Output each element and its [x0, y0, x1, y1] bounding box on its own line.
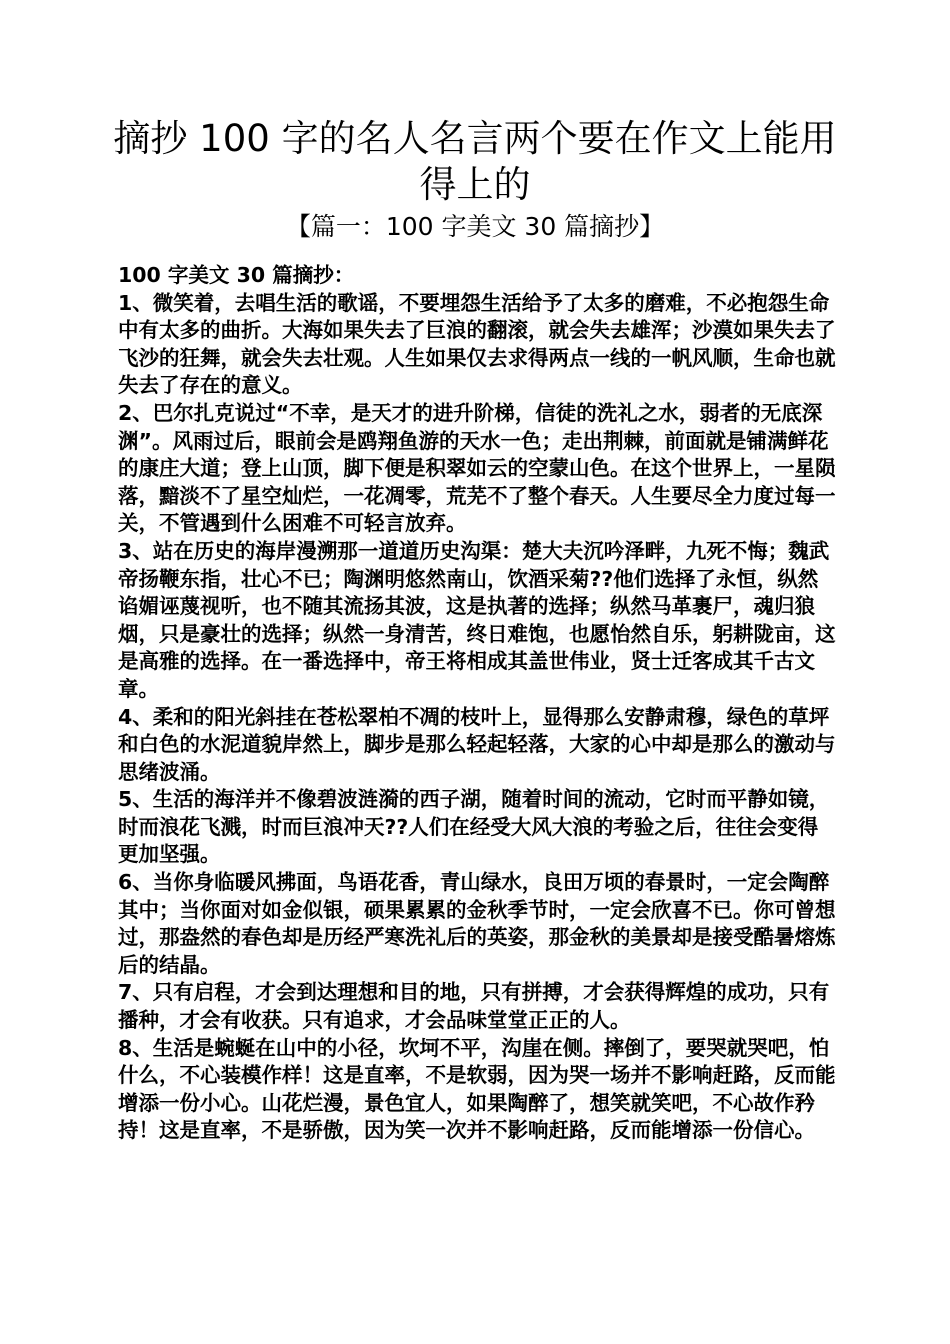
document-body: [118, 262, 838, 1145]
paragraph-6: 6、当你身临暖风拂面，鸟语花香，青山绿水，良田万顷的春景时，一定会陶醉其中；当你面对如金似银，硕果累累的金秋季节时，一定会欣喜不已。你可曾想过，那盎然的春色却是历经严寒洗礼后的英姿，那金秋的美景却是接受酷暑熔炼后的结晶。: [118, 870, 836, 977]
paragraph-4: 4、柔和的阳光斜挂在苍松翠柏不凋的枝叶上，显得那么安静肃穆，绿色的草坪和白色的水泥道貌岸然上，脚步是那么轻起轻落，大家的心中却是那么的激动与思绪波涌。: [118, 704, 836, 784]
paragraph-7: 7、只有启程，才会到达理想和目的地，只有拼搏，才会获得辉煌的成功，只有播种，才会有收获。只有追求，才会品味堂堂正正的人。: [118, 980, 830, 1033]
document-title: 摘抄 100 字的名人名言两个要在作文上能用得上的: [113, 117, 837, 206]
paragraph-3b: 帝扬鞭东指，壮心不已；陶渊明悠然南山，饮酒采菊??他们选择了永恒，纵然谄媚诬蔑视听，也不随其流扬其波，这是执著的选择；纵然马革裹尸，魂归狼烟，只是豪壮的选择；纵然一身清苦，终日难饱，也愿怡然自乐，躬耕陇亩，这是高雅的选择。在一番选择中，帝王将相成其盖世伟业，贤士迁客成其千古文章。: [118, 566, 836, 701]
paragraph-2: 2、巴尔扎克说过“不幸，是天才的进升阶梯，信徒的洗礼之水，弱者的无底深渊”。风雨过后，眼前会是鸥翔鱼游的天水一色；走出荆棘，前面就是铺满鲜花的康庄大道；登上山顶，脚下便是积翠如云的空蒙山色。在这个世界上，一星陨落，黯淡不了星空灿烂，一花凋零，荒芜不了整个春天。人生要尽全力度过每一关，不管遇到什么困难不可轻言放弃。: [118, 400, 836, 536]
paragraph-8: 8、生活是蜿蜒在山中的小径，坎坷不平，沟崖在侧。摔倒了，要哭就哭吧，怕什么，不心装模作样！这是直率，不是软弱，因为哭一场并不影响赶路，反而能增添一份小心。山花烂漫，景色宜人，如果陶醉了，想笑就笑吧，不心故作矜持！这是直率，不是骄傲，因为笑一次并不影响赶路，反而能增添一份信心。: [118, 1035, 836, 1143]
paragraph-1: 1、微笑着，去唱生活的歌谣，不要埋怨生活给予了太多的磨难，不必抱怨生命中有太多的曲折。大海如果失去了巨浪的翻滚，就会失去雄浑；沙漠如果失去了飞沙的狂舞，就会失去壮观。人生如果仅去求得两点一线的一帆风顺，生命也就失去了存在的意义。: [118, 290, 836, 398]
paragraph-3a: 3、站在历史的海岸漫溯那一道道历史沟渠：楚大夫沉吟泽畔，九死不悔；魏武: [118, 538, 830, 563]
paragraph-5: 5、生活的海洋并不像碧波涟漪的西子湖，随着时间的流动，它时而平静如镜，时而浪花飞溅，时而巨浪冲天??人们在经受大风大浪的考验之后，往往会变得更加坚强。: [118, 787, 830, 867]
section-subtitle: 【篇一：100 字美文 30 篇摘抄】: [285, 212, 665, 241]
intro-line: 100 字美文 30 篇摘抄：: [118, 263, 355, 287]
